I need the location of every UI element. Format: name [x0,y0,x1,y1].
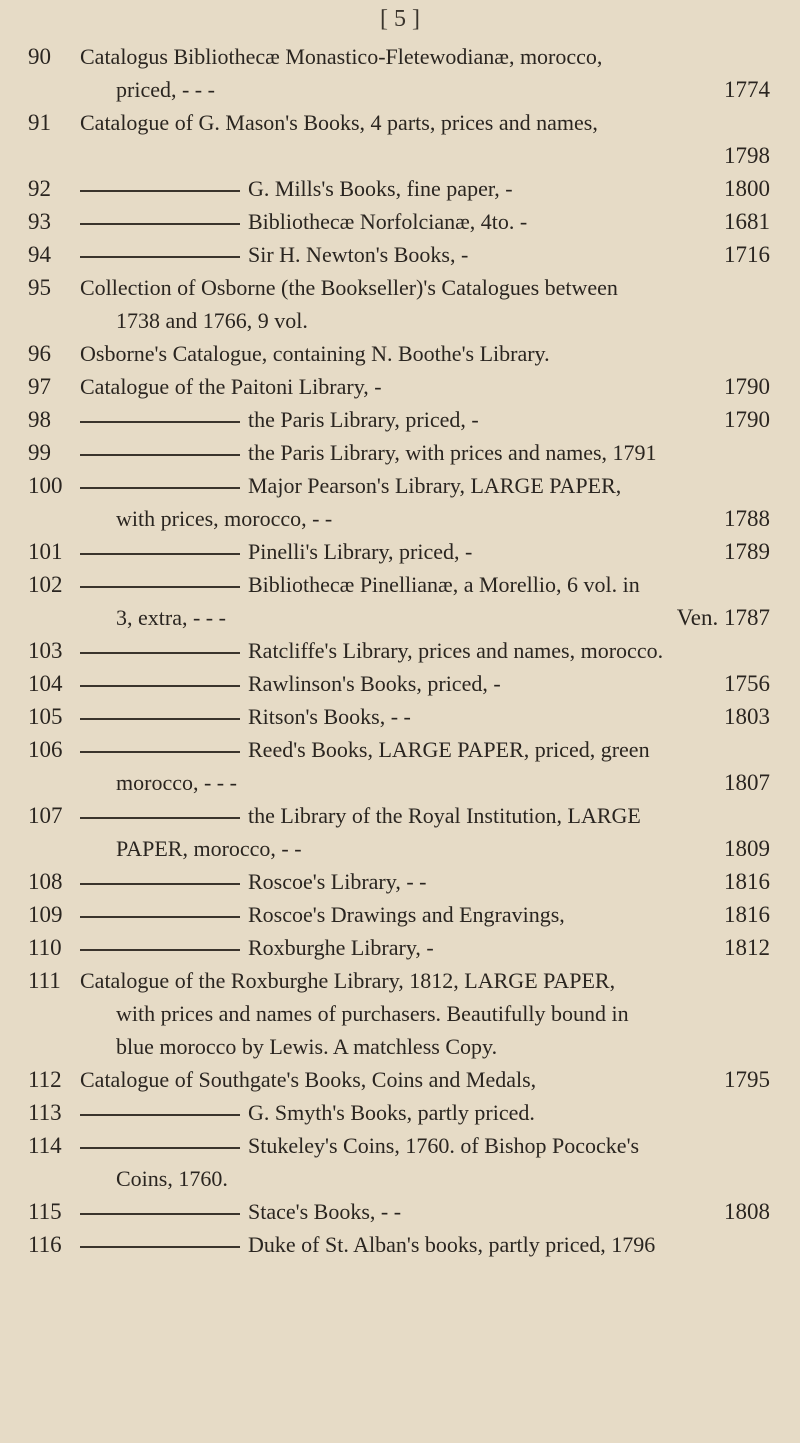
entry-text [80,568,770,601]
entry-title: Roscoe's Drawings and Engravings, [248,902,565,927]
entry-date: 1788 [724,506,770,531]
entry-title: G. Smyth's Books, partly priced. [248,1100,535,1125]
entry-line [0,898,800,931]
entry-text [80,931,770,964]
entry-number: 109 [28,902,63,927]
entry-number: 114 [28,1133,62,1158]
ditto-rule [80,553,240,555]
entry-number: 106 [28,737,63,762]
entry-line [0,865,800,898]
entry-title: Roscoe's Library, - - [248,869,427,894]
entry-line [0,832,800,865]
entry-text [80,1129,770,1162]
entry-number: 105 [28,704,63,729]
catalogue-entry [0,370,800,403]
entry-number: 90 [28,44,51,69]
entry-number: 92 [28,176,51,201]
entry-line [0,1129,800,1162]
entry-date: 1816 [724,869,770,894]
entry-line [0,964,800,997]
catalogue-entry [0,1063,800,1096]
entry-title: PAPER, morocco, - - [116,836,302,861]
entry-text [80,403,770,436]
entry-text [80,106,770,139]
ditto-rule [80,718,240,720]
entry-number: 103 [28,638,63,663]
entry-number: 111 [28,968,61,993]
ditto-rule [80,652,240,654]
entry-date: 1790 [724,407,770,432]
entry-text [80,964,770,997]
entry-text [80,436,770,469]
entry-line [0,436,800,469]
entry-text [116,304,770,337]
entry-line [0,568,800,601]
entry-text [116,832,770,865]
entry-title: Rawlinson's Books, priced, - [248,671,501,696]
entry-number: 108 [28,869,63,894]
entry-number: 91 [28,110,51,135]
entry-line [0,304,800,337]
entry-text [80,370,770,403]
entry-number: 102 [28,572,63,597]
catalogue-entry [0,898,800,931]
entry-date: 1716 [724,242,770,267]
entry-line [0,271,800,304]
entry-date: Ven. 1787 [676,605,770,630]
ditto-rule [80,1147,240,1149]
entry-title: 1738 and 1766, 9 vol. [116,308,308,333]
entry-line [0,337,800,370]
entry-number: 99 [28,440,51,465]
entry-line [0,667,800,700]
entry-title: Duke of St. Alban's books, partly priced, 1796 [248,1232,656,1257]
entry-text [80,799,770,832]
entry-line [0,1195,800,1228]
entry-date: 1795 [724,1067,770,1092]
entry-title: Coins, 1760. [116,1166,228,1191]
entry-text [80,733,770,766]
entry-number: 101 [28,539,63,564]
entry-text [116,502,770,535]
page-number: [ 5 ] [380,6,420,32]
entry-date: 1774 [724,77,770,102]
entry-title: the Paris Library, priced, - [248,407,479,432]
entry-number: 115 [28,1199,62,1224]
entry-title: Sir H. Newton's Books, - [248,242,469,267]
entry-line [0,469,800,502]
entry-title: Bibliothecæ Pinellianæ, a Morellio, 6 vol. in [248,572,640,597]
entry-title: G. Mills's Books, fine paper, - [248,176,513,201]
entry-date: 1790 [724,374,770,399]
entry-line [0,205,800,238]
entry-title: the Paris Library, with prices and names, 1791 [248,440,657,465]
catalogue-entry [0,337,800,370]
entry-text [116,766,770,799]
entry-title: 3, extra, - - - [116,605,226,630]
entry-number: 96 [28,341,51,366]
ditto-rule [80,817,240,819]
entry-date: 1800 [724,176,770,201]
entry-line [0,40,800,73]
entry-text [80,1228,770,1261]
entry-date: 1756 [724,671,770,696]
catalogue-entry [0,469,800,535]
entry-number: 112 [28,1067,62,1092]
entry-text [116,601,770,634]
entry-line [0,502,800,535]
entry-line [0,172,800,205]
entry-line [0,238,800,271]
catalogue-entry [0,1195,800,1228]
entry-line [0,601,800,634]
entry-text [80,238,770,271]
entry-line [0,931,800,964]
entry-text [80,205,770,238]
entry-title: Reed's Books, LARGE PAPER, priced, green [248,737,650,762]
entry-date: 1816 [724,902,770,927]
entry-number: 107 [28,803,63,828]
entry-title: Catalogus Bibliothecæ Monastico-Fletewodianæ, morocco, [80,44,603,69]
entry-text [80,1096,770,1129]
entry-line [0,733,800,766]
entry-title: Osborne's Catalogue, containing N. Boothe's Library. [80,341,550,366]
entry-text [80,337,770,370]
catalogue-entry [0,865,800,898]
catalogue-entry [0,403,800,436]
ditto-rule [80,487,240,489]
entry-text [80,865,770,898]
entry-text [80,700,770,733]
entry-number: 110 [28,935,62,960]
catalogue-entry [0,964,800,1063]
entry-line [0,634,800,667]
catalogue-entry [0,271,800,337]
entry-title: Ritson's Books, - - [248,704,411,729]
catalogue-entry [0,1096,800,1129]
entry-text [80,1195,770,1228]
entry-title: Ratcliffe's Library, prices and names, morocco. [248,638,664,663]
entry-text [80,469,770,502]
catalogue-entry [0,172,800,205]
entry-text [80,1063,770,1096]
entry-title: Roxburghe Library, - [248,935,434,960]
entry-text [116,73,770,106]
entry-line [0,1096,800,1129]
ditto-rule [80,421,240,423]
entry-line [0,766,800,799]
ditto-rule [80,916,240,918]
ditto-rule [80,586,240,588]
entry-title: with prices and names of purchasers. Beautifully bound in [116,1001,629,1026]
entry-title: Stukeley's Coins, 1760. of Bishop Pococke's [248,1133,640,1158]
entry-text [80,40,770,73]
catalogue-entry [0,238,800,271]
entry-line [0,370,800,403]
entry-line [0,1063,800,1096]
entry-number: 98 [28,407,51,432]
entry-title: Collection of Osborne (the Bookseller)'s Catalogues between [80,275,618,300]
entry-text [80,271,770,304]
ditto-rule [80,883,240,885]
entry-number: 113 [28,1100,62,1125]
entry-title: morocco, - - - [116,770,237,795]
catalogue-entry [0,1228,800,1261]
entry-line [0,139,800,172]
entry-line [0,997,800,1030]
entry-text [116,1162,770,1195]
entry-title: priced, - - - [116,77,215,102]
entry-title: Pinelli's Library, priced, - [248,539,473,564]
ditto-rule [80,454,240,456]
catalogue-entry [0,106,800,172]
ditto-rule [80,751,240,753]
entry-date: 1812 [724,935,770,960]
entry-text [80,898,770,931]
entry-line [0,1162,800,1195]
entry-line [0,403,800,436]
entry-line [0,73,800,106]
ditto-rule [80,256,240,258]
entry-date: 1803 [724,704,770,729]
catalogue-entry [0,205,800,238]
ditto-rule [80,190,240,192]
entry-title: Stace's Books, - - [248,1199,402,1224]
ditto-rule [80,1213,240,1215]
catalogue-entry [0,634,800,667]
entry-text [80,535,770,568]
entry-date: 1808 [724,1199,770,1224]
entry-number: 94 [28,242,51,267]
ditto-rule [80,1246,240,1248]
entry-line [0,535,800,568]
ditto-rule [80,949,240,951]
entry-line [0,106,800,139]
entry-title: Catalogue of the Paitoni Library, - [80,374,382,399]
entry-line [0,1030,800,1063]
entry-title: Bibliothecæ Norfolcianæ, 4to. - [248,209,528,234]
ditto-rule [80,223,240,225]
catalogue-entry [0,436,800,469]
catalogue-entry [0,535,800,568]
entry-date: 1681 [724,209,770,234]
entry-number: 93 [28,209,51,234]
entry-list [0,40,800,1261]
entry-title: Catalogue of G. Mason's Books, 4 parts, prices and names, [80,110,598,135]
catalogue-entry [0,733,800,799]
catalogue-entry [0,40,800,106]
entry-title: with prices, morocco, - - [116,506,333,531]
entry-line [0,700,800,733]
ditto-rule [80,685,240,687]
catalogue-entry [0,1129,800,1195]
catalogue-entry [0,568,800,634]
entry-date: 1789 [724,539,770,564]
entry-text [116,997,770,1030]
entry-number: 116 [28,1232,62,1257]
entry-number: 104 [28,671,63,696]
entry-text [116,1030,770,1063]
entry-date: 1807 [724,770,770,795]
entry-date: 1809 [724,836,770,861]
catalogue-entry [0,667,800,700]
entry-text [80,172,770,205]
entry-number: 95 [28,275,51,300]
entry-text [80,667,770,700]
entry-title: the Library of the Royal Institution, LARGE [248,803,641,828]
entry-line [0,799,800,832]
entry-title: Catalogue of Southgate's Books, Coins and Medals, [80,1067,537,1092]
entry-text [80,634,770,667]
entry-date: 1798 [724,143,770,168]
entry-number: 100 [28,473,63,498]
ditto-rule [80,1114,240,1116]
entry-title: blue morocco by Lewis. A matchless Copy. [116,1034,498,1059]
entry-title: Catalogue of the Roxburghe Library, 1812, LARGE PAPER, [80,968,616,993]
catalogue-entry [0,931,800,964]
catalogue-entry [0,799,800,865]
entry-title: Major Pearson's Library, LARGE PAPER, [248,473,622,498]
catalogue-entry [0,700,800,733]
entry-number: 97 [28,374,51,399]
entry-line [0,1228,800,1261]
